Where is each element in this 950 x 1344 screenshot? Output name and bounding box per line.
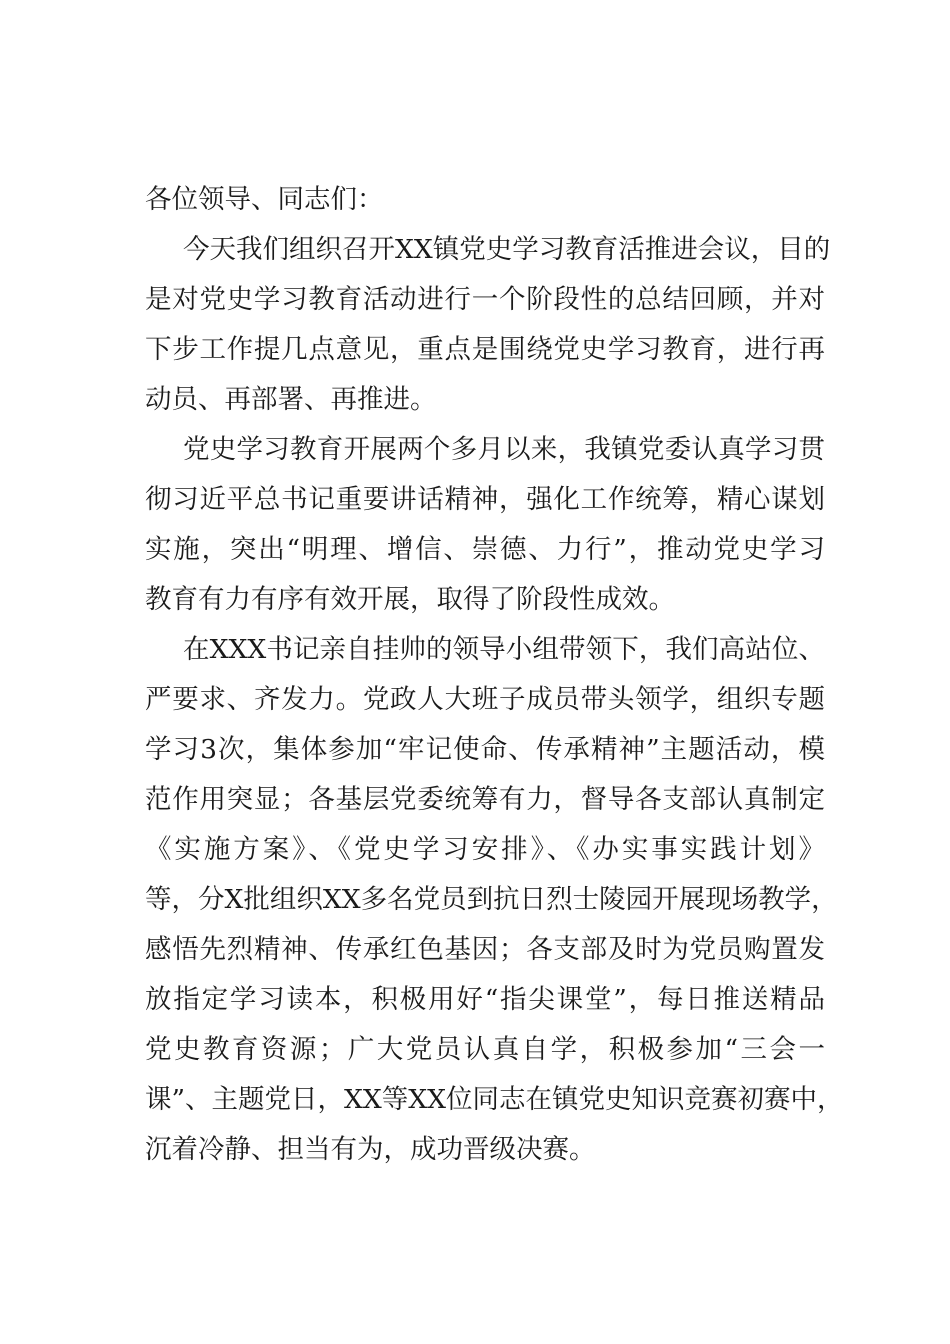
paragraph-3-line-2: 严要求、齐发力。党政人大班子成员带头领学，组织专题 [145, 684, 825, 715]
paragraph-3-line-7: 感悟先烈精神、传承红色基因；各支部及时为党员购置发 [145, 934, 825, 965]
salutation: 各位领导、同志们： [145, 184, 384, 215]
paragraph-2-line-2: 彻习近平总书记重要讲话精神，强化工作统筹，精心谋划 [145, 484, 825, 515]
paragraph-3-line-11: 沉着冷静、担当有为，成功晋级决赛。 [145, 1134, 596, 1165]
paragraph-2-line-3: 实施，突出“明理、增信、崇德、力行”，推动党史学习 [145, 534, 825, 565]
paragraph-1-line-1: 今天我们组织召开XX镇党史学习教育活推进会议，目的 [183, 234, 831, 265]
paragraph-1-line-4: 动员、再部署、再推进。 [145, 384, 437, 415]
paragraph-3-line-9: 党史教育资源；广大党员认真自学，积极参加“三会一 [145, 1034, 825, 1065]
paragraph-2-line-4: 教育有力有序有效开展，取得了阶段性成效。 [145, 584, 675, 615]
paragraph-3-line-6: 等，分X批组织XX多名党员到抗日烈士陵园开展现场教学， [145, 884, 838, 915]
paragraph-3-line-4: 范作用突显；各基层党委统筹有力，督导各支部认真制定 [145, 784, 825, 815]
paragraph-3-line-10: 课”、主题党日，XX等XX位同志在镇党史知识竞赛初赛中， [145, 1084, 844, 1115]
paragraph-3-line-1: 在XXX书记亲自挂帅的领导小组带领下，我们高站位、 [183, 634, 825, 665]
paragraph-1-line-2: 是对党史学习教育活动进行一个阶段性的总结回顾，并对 [145, 284, 825, 315]
paragraph-3-line-8: 放指定学习读本，积极用好“指尖课堂”，每日推送精品 [145, 984, 825, 1015]
paragraph-1-line-3: 下步工作提几点意见，重点是围绕党史学习教育，进行再 [145, 334, 825, 365]
paragraph-2-line-1: 党史学习教育开展两个多月以来，我镇党委认真学习贯 [183, 434, 825, 465]
paragraph-3-line-5: 《实施方案》、《党史学习安排》、《办实事实践计划》 [145, 834, 825, 865]
paragraph-3-line-3: 学习3次，集体参加“牢记使命、传承精神”主题活动，模 [145, 734, 825, 765]
